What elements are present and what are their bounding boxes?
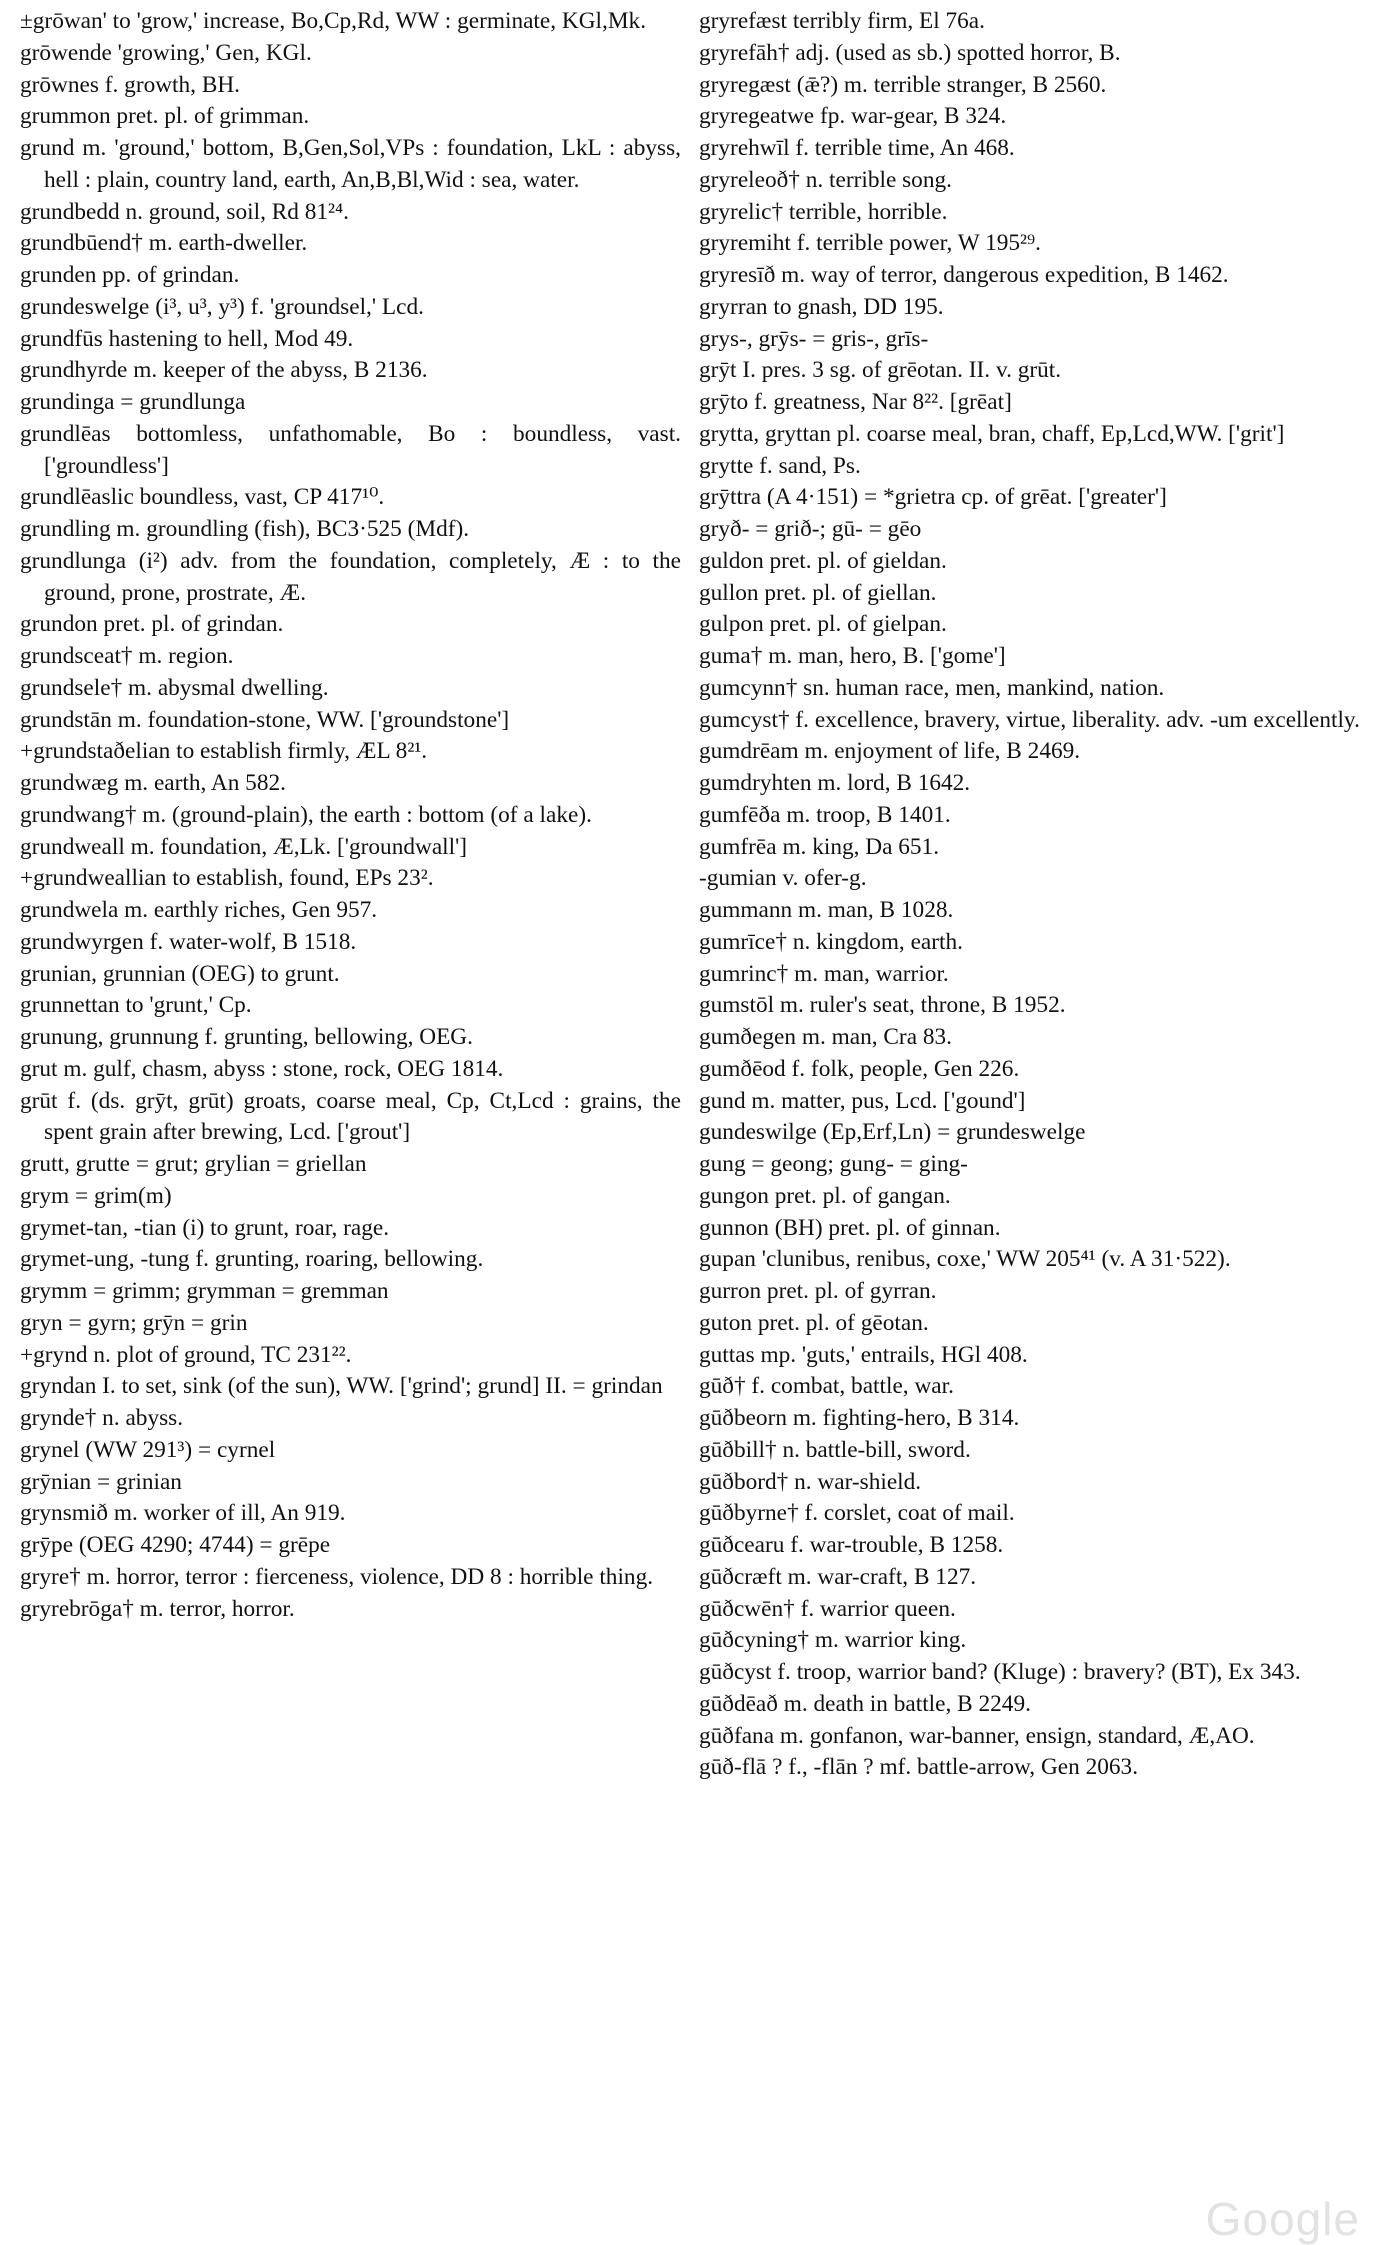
dictionary-entry: gryregeatwe fp. war-gear, B 324. <box>699 103 1007 130</box>
dictionary-entry: gungon pret. pl. of gangan. <box>699 1182 951 1209</box>
dictionary-entry: +grundstaðelian to establish firmly, ÆL 8²¹. <box>20 738 428 765</box>
dictionary-entry: grundinga = grundlunga <box>20 389 246 415</box>
dictionary-entry: gung = geong; gung- = ging- <box>699 1151 968 1177</box>
dictionary-entry: gūðbord† n. war-shield. <box>699 1468 922 1495</box>
dictionary-entry: grutt, grutte = grut; grylian = griellan <box>20 1151 367 1177</box>
dictionary-entry: grut m. gulf, chasm, abyss : stone, rock, OEG 1814. <box>20 1055 504 1082</box>
left-column <box>20 6 681 2146</box>
dictionary-entry: grӯto f. greatness, Nar 8²². [grēat] <box>699 389 1012 415</box>
dictionary-entry: gryrefæst terribly firm, El 76a. <box>699 8 985 34</box>
dictionary-entry: gummann m. man, B 1028. <box>699 897 954 923</box>
dictionary-entry: grunden pp. of grindan. <box>20 262 240 288</box>
dictionary-entry: grytta, gryttan pl. coarse meal, bran, chaff, Ep,Lcd,WW. ['grit'] <box>699 420 1285 447</box>
dictionary-entry: grundeswelge (i³, u³, y³) f. 'groundsel,' Lcd. <box>20 293 424 320</box>
dictionary-entry: gryregæst (ǣ?) m. terrible stranger, B 2560. <box>699 71 1107 98</box>
dictionary-entry: grys-, grӯs- = gris-, grīs- <box>699 325 929 352</box>
dictionary-entry: grundsele† m. abysmal dwelling. <box>20 674 329 701</box>
dictionary-entry: gumcyst† f. excellence, bravery, virtue, liberality. adv. -um excellently. <box>699 706 1360 733</box>
dictionary-entry: grunung, grunnung f. grunting, bellowing, OEG. <box>20 1024 473 1050</box>
watermark-text: Google <box>1205 2193 1360 2245</box>
dictionary-entry: gullon pret. pl. of giellan. <box>699 579 937 606</box>
dictionary-entry: grundlēaslic boundless, vast, CP 417¹⁰. <box>20 484 385 511</box>
dictionary-entry: grundwyrgen f. water-wolf, B 1518. <box>20 928 357 955</box>
dictionary-entry: grӯpe (OEG 4290; 4744) = grēpe <box>20 1532 331 1558</box>
dictionary-entry: grӯt I. pres. 3 sg. of grēotan. II. v. grūt. <box>699 357 1062 384</box>
dictionary-entry: grundlunga (i²) adv. from the foundation, completely, Æ : to the ground, prone, prostrate, Æ. <box>20 547 681 606</box>
dictionary-entry: grundon pret. pl. of grindan. <box>20 611 284 638</box>
dictionary-entry: grundsceat† m. region. <box>20 643 234 669</box>
dictionary-entry: gūð-flā ? f., -flān ? mf. battle-arrow, Gen 2063. <box>699 1754 1139 1781</box>
dictionary-entry: gūðbeorn m. fighting-hero, B 314. <box>699 1405 1020 1431</box>
dictionary-entry: gumðegen m. man, Cra 83. <box>699 1024 952 1050</box>
dictionary-entry: grytte f. sand, Ps. <box>699 452 861 479</box>
dictionary-entry: gūðcwēn† f. warrior queen. <box>699 1595 956 1622</box>
dictionary-entry: grymet-ung, -tung f. grunting, roaring, bellowing. <box>20 1246 484 1273</box>
dictionary-entry: grymet-tan, -tian (i) to grunt, roar, rage. <box>20 1214 390 1241</box>
dictionary-entry: grōwende 'growing,' Gen, KGl. <box>20 39 312 66</box>
dictionary-entry: gryrebrōga† m. terror, horror. <box>20 1595 295 1622</box>
dictionary-entry: gryre† m. horror, terror : fierceness, violence, DD 8 : horrible thing. <box>20 1563 654 1590</box>
dictionary-entry: grundhyrde m. keeper of the abyss, B 2136. <box>20 357 428 384</box>
dictionary-entry: grundlēas bottomless, unfathomable, Bo : boundless, vast. ['groundless'] <box>20 420 681 479</box>
dictionary-entry: gurron pret. pl. of gyrran. <box>699 1278 937 1304</box>
dictionary-entry: grundbedd n. ground, soil, Rd 81²⁴. <box>20 198 349 225</box>
dictionary-entry: gumstōl m. ruler's seat, throne, B 1952. <box>699 992 1066 1019</box>
dictionary-entry: gūðbill† n. battle-bill, sword. <box>699 1436 971 1463</box>
dictionary-entry: gumrīce† n. kingdom, earth. <box>699 928 963 955</box>
dictionary-entry: gūðcræft m. war-craft, B 127. <box>699 1563 977 1590</box>
dictionary-entry: grӯnian = grinian <box>20 1468 182 1495</box>
dictionary-entry: grundwela m. earthly riches, Gen 957. <box>20 897 378 923</box>
dictionary-page <box>20 6 1360 2146</box>
dictionary-entry: gryndan I. to set, sink (of the sun), WW. ['grind'; grund] II. = grindan <box>20 1373 663 1400</box>
dictionary-entry: gumðēod f. folk, people, Gen 226. <box>699 1055 1020 1082</box>
dictionary-entry: gumdrēam m. enjoyment of life, B 2469. <box>699 738 1081 765</box>
dictionary-entry: gryreleoð† n. terrible song. <box>699 166 952 193</box>
dictionary-entry: grundstān m. foundation-stone, WW. ['groundstone'] <box>20 706 510 733</box>
dictionary-entry: gumrinc† m. man, warrior. <box>699 960 949 987</box>
dictionary-entry: grunian, grunnian (OEG) to grunt. <box>20 960 340 987</box>
dictionary-entry: gryð- = grið-; gū- = gēo <box>699 516 922 542</box>
dictionary-entry: gryrran to gnash, DD 195. <box>699 293 944 320</box>
dictionary-entry: ±grōwan' to 'grow,' increase, Bo,Cp,Rd, WW : germinate, KGl,Mk. <box>20 8 647 34</box>
dictionary-entry: grӯttra (A 4·151) = *grietra cp. of grēat. ['greater'] <box>699 484 1167 511</box>
dictionary-entry: grunnettan to 'grunt,' Cp. <box>20 992 252 1019</box>
dictionary-entry: gumfrēa m. king, Da 651. <box>699 833 940 860</box>
dictionary-entry: grundling m. groundling (fish), BC3·525 (Mdf). <box>20 516 470 542</box>
dictionary-entry: grundwæg m. earth, An 582. <box>20 770 286 796</box>
dictionary-entry: guttas mp. 'guts,' entrails, HGl 408. <box>699 1341 1028 1368</box>
dictionary-entry: gumdryhten m. lord, B 1642. <box>699 770 971 796</box>
dictionary-entry: gumcynn† sn. human race, men, mankind, nation. <box>699 674 1165 701</box>
dictionary-entry: grundbūend† m. earth-dweller. <box>20 230 308 257</box>
dictionary-entry: guldon pret. pl. of gieldan. <box>699 547 947 574</box>
dictionary-entry: gryresīð m. way of terror, dangerous expedition, B 1462. <box>699 262 1229 288</box>
dictionary-entry: grynde† n. abyss. <box>20 1405 184 1431</box>
dictionary-entry: gryrefāh† adj. (used as sb.) spotted horror, B. <box>699 39 1121 66</box>
dictionary-entry: grym = grim(m) <box>20 1182 172 1209</box>
dictionary-entry: gundeswilge (Ep,Erf,Ln) = grundeswelge <box>699 1119 1086 1146</box>
dictionary-entry: grundweall m. foundation, Æ,Lk. ['groundwall'] <box>20 833 468 860</box>
dictionary-entry: +grynd n. plot of ground, TC 231²². <box>20 1341 352 1368</box>
dictionary-entry: gūðcearu f. war-trouble, B 1258. <box>699 1532 1004 1558</box>
dictionary-entry: gupan 'clunibus, renibus, coxe,' WW 205⁴¹ (v. A 31·522). <box>699 1246 1231 1273</box>
dictionary-entry: gūð† f. combat, battle, war. <box>699 1373 954 1400</box>
dictionary-entry: gryrehwīl f. terrible time, An 468. <box>699 135 1015 161</box>
dictionary-entry: -gumian v. ofer-g. <box>699 865 867 892</box>
dictionary-entry: grūt f. (ds. grӯt, grūt) groats, coarse meal, Cp, Ct,Lcd : grains, the spent grain after brewing, Lcd. ['grout'] <box>20 1087 681 1146</box>
dictionary-entry: gumfēða m. troop, B 1401. <box>699 801 951 828</box>
dictionary-entry: gulpon pret. pl. of gielpan. <box>699 611 947 638</box>
dictionary-entry: grundwang† m. (ground-plain), the earth : bottom (of a lake). <box>20 801 592 828</box>
dictionary-entry: gryremiht f. terrible power, W 195²⁹. <box>699 230 1041 257</box>
dictionary-entry: gund m. matter, pus, Lcd. ['gound'] <box>699 1087 1026 1114</box>
dictionary-entry: grund m. 'ground,' bottom, B,Gen,Sol,VPs : foundation, LkL : abyss, hell : plain, country land, earth, An,B,Bl,Wid : sea, water. <box>20 135 681 193</box>
dictionary-entry: gūðcyning† m. warrior king. <box>699 1627 967 1654</box>
dictionary-entry: +grundweallian to establish, found, EPs 23². <box>20 865 434 892</box>
dictionary-entry: gūðfana m. gonfanon, war-banner, ensign, standard, Æ,AO. <box>699 1722 1255 1749</box>
dictionary-entry: grynel (WW 291³) = cyrnel <box>20 1436 276 1463</box>
dictionary-entry: grundfūs hastening to hell, Mod 49. <box>20 325 354 352</box>
dictionary-entry: grōwnes f. growth, BH. <box>20 71 241 98</box>
dictionary-entry: grynsmið m. worker of ill, An 919. <box>20 1500 346 1527</box>
right-column <box>699 6 1360 2146</box>
dictionary-entry: gunnon (BH) pret. pl. of ginnan. <box>699 1214 1001 1241</box>
dictionary-entry: gryn = gyrn; grӯn = grin <box>20 1309 248 1336</box>
dictionary-entry: gūðcyst f. troop, warrior band? (Kluge) : bravery? (BT), Ex 343. <box>699 1659 1301 1685</box>
dictionary-entry: guton pret. pl. of gēotan. <box>699 1309 929 1336</box>
dictionary-entry: guma† m. man, hero, B. ['gome'] <box>699 643 1006 669</box>
dictionary-entry: grummon pret. pl. of grimman. <box>20 103 310 130</box>
dictionary-entry: gūðbyrne† f. corslet, coat of mail. <box>699 1500 1015 1527</box>
dictionary-entry: grymm = grimm; grymman = gremman <box>20 1278 389 1304</box>
dictionary-entry: gryrelic† terrible, horrible. <box>699 198 948 225</box>
dictionary-entry: gūðdēað m. death in battle, B 2249. <box>699 1690 1031 1717</box>
